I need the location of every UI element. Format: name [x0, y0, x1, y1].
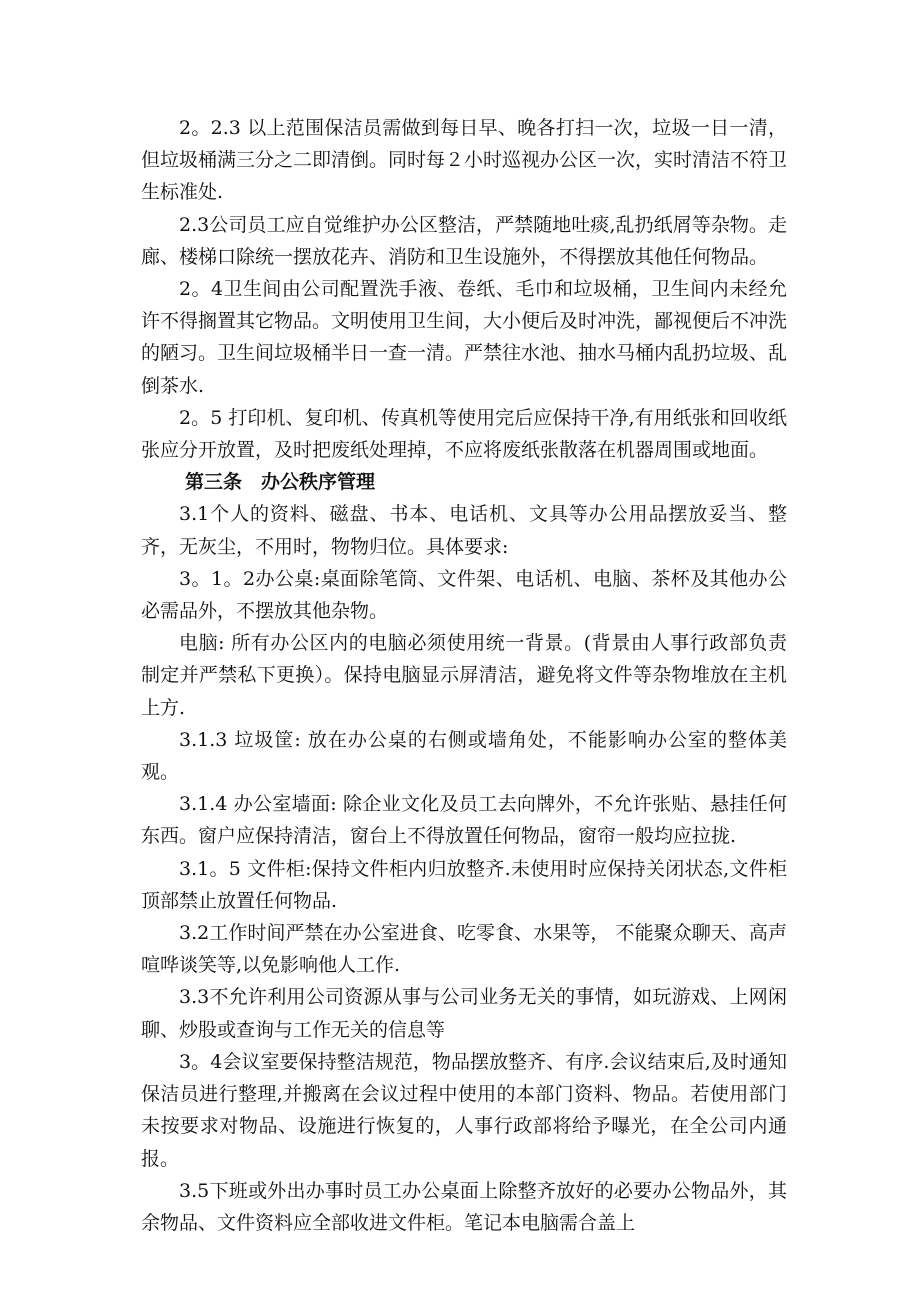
- paragraph-computer: 电脑: 所有办公区内的电脑必须使用统一背景。(背景由人事行政部负责制定并严禁私下更换）。保持电脑显示屏清洁，避免将文件等杂物堆放在主机上方.: [141, 632, 787, 719]
- paragraph-3-4: 3。4会议室要保持整洁规范，物品摆放整齐、有序.会议结束后,及时通知保洁员进行整理,并搬离在会议过程中使用的本部门资料、物品。若使用部门未按要求对物品、设施进行恢复的，人事行政部将给予曝光，在全公司内通报。: [141, 1050, 787, 1170]
- paragraph-3-3: 3.3不允许利用公司资源从事与公司业务无关的事情，如玩游戏、上网闲聊、炒股或查询与工作无关的信息等: [141, 986, 787, 1041]
- paragraph-2-3: 2.3公司员工应自觉维护办公区整洁，严禁随地吐痰,乱扔纸屑等杂物。走廊、楼梯口除统一摆放花卉、消防和卫生设施外，不得摆放其他任何物品。: [141, 213, 787, 268]
- paragraph-3-1-4: 3.1.4 办公室墙面: 除企业文化及员工去向牌外，不允许张贴、悬挂任何东西。窗户应保持清洁，窗台上不得放置任何物品，窗帘一般均应拉拢.: [141, 793, 787, 848]
- paragraph-3-2: 3.2工作时间严禁在办公室进食、吃零食、水果等， 不能聚众聊天、高声喧哗谈笑等,以免影响他人工作.: [141, 922, 787, 977]
- paragraph-2-5: 2。5 打印机、复印机、传真机等使用完后应保持干净,有用纸张和回收纸张应分开放置，及时把废纸处理掉，不应将废纸张散落在机器周围或地面。: [141, 406, 787, 462]
- paragraph-3-1-3: 3.1.3 垃圾筐: 放在办公桌的右侧或墙角处，不能影响办公室的整体美观。: [141, 728, 787, 784]
- paragraph-3-1: 3.1个人的资料、磁盘、书本、电话机、文具等办公用品摆放妥当、整齐，无灰尘，不用时，物物归位。具体要求:: [141, 503, 787, 558]
- section-heading: 第三条 办公秩序管理: [185, 471, 376, 494]
- paragraph-3-1-5: 3.1。5 文件柜:保持文件柜内归放整齐.未使用时应保持关闭状态,文件柜顶部禁止放置任何物品.: [141, 857, 787, 912]
- paragraph-3-1-2: 3。1。2办公桌:桌面除笔筒、文件架、电话机、电脑、茶杯及其他办公必需品外，不摆放其他杂物。: [141, 567, 787, 623]
- paragraph-2-4: 2。4卫生间由公司配置洗手液、卷纸、毛巾和垃圾桶，卫生间内未经允许不得搁置其它物品。文明使用卫生间，大小便后及时冲洗，鄙视便后不冲洗的陋习。卫生间垃圾桶半日一查一清。严禁往水池、抽水马桶内乱扔垃圾、乱倒茶水.: [141, 278, 788, 397]
- document-page: [141, 112, 787, 1239]
- paragraph-2-2-3: 2。2.3 以上范围保洁员需做到每日早、晚各打扫一次，垃圾一日一清，但垃圾桶满三分之二即清倒。同时每２小时巡视办公区一次，实时清洁不符卫生标准处.: [141, 117, 788, 204]
- paragraph-3-5: 3.5下班或外出办事时员工办公桌面上除整齐放好的必要办公物品外，其余物品、文件资料应全部收进文件柜。笔记本电脑需合盖上: [141, 1179, 787, 1234]
